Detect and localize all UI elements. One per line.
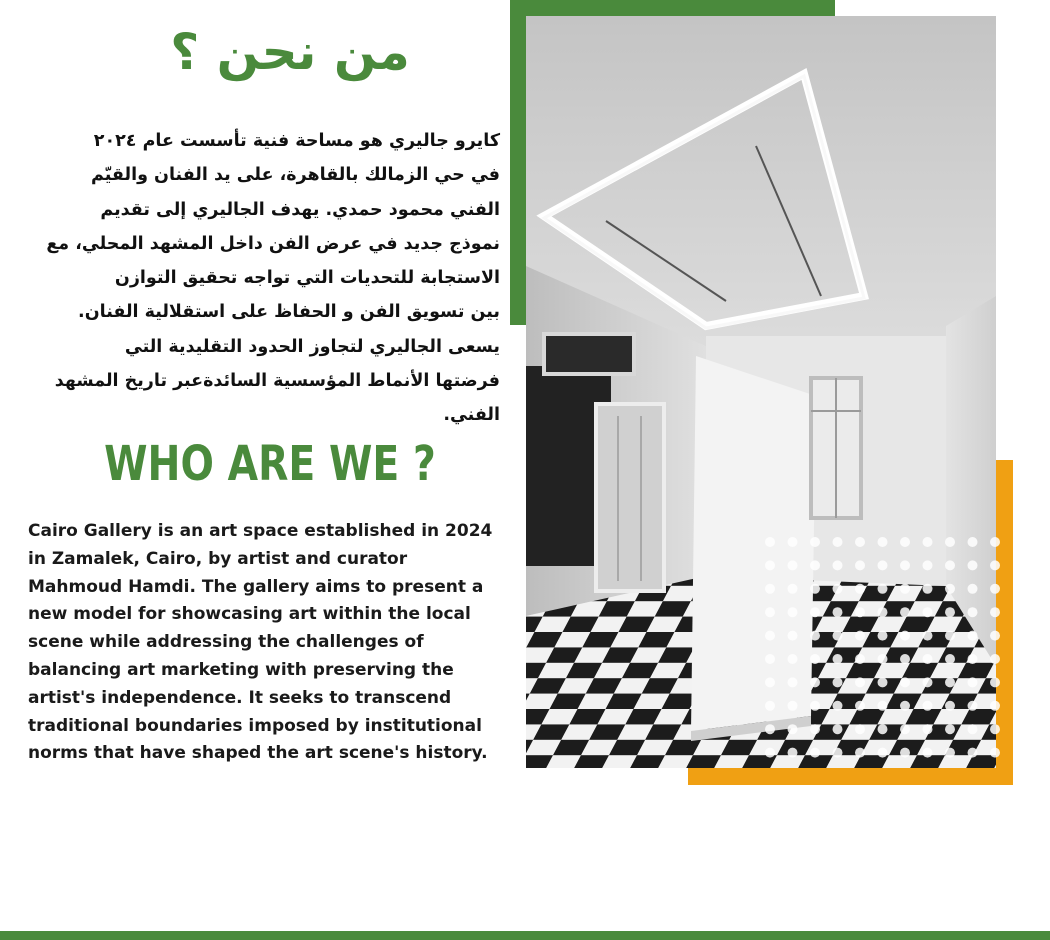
arabic-line: الفني. [443,405,500,426]
decorative-dot [810,607,820,617]
decorative-dot [765,631,775,641]
english-title: WHO ARE WE ? [104,436,436,492]
decorative-dot [855,584,865,594]
decorative-dot [968,701,978,711]
decorative-dot [833,584,843,594]
decorative-dot [968,748,978,758]
english-line: Mahmoud Hamdi. The gallery aims to present a [28,576,484,597]
decorative-dot [833,631,843,641]
decorative-dot [788,654,798,664]
decorative-dot [765,701,775,711]
decorative-dot [855,677,865,687]
decorative-dot [968,677,978,687]
decorative-dot [855,607,865,617]
english-line: in Zamalek, Cairo, by artist and curator [28,548,408,569]
decorative-dot [810,724,820,734]
english-line: new model for showcasing art within the local [28,604,471,625]
decorative-dot [765,748,775,758]
decorative-dot [878,560,888,570]
decorative-dot [990,631,1000,641]
decorative-dot [833,677,843,687]
arabic-paragraph [40,124,500,433]
arabic-line: بين تسويق الفن و الحفاظ على استقلالية الفنان. [78,302,500,323]
decorative-dot [923,677,933,687]
bottom-green-bar [0,931,1050,940]
arabic-title: من نحن ؟ [170,23,410,81]
decorative-dot [968,607,978,617]
decorative-dot [990,748,1000,758]
decorative-dot [968,654,978,664]
decorative-dot [900,654,910,664]
decorative-dot [788,748,798,758]
decorative-dot [900,748,910,758]
decorative-dot [788,701,798,711]
decorative-dot [990,654,1000,664]
decorative-dot [945,560,955,570]
decorative-dot [788,631,798,641]
decorative-dot [900,701,910,711]
decorative-dot [878,748,888,758]
decorative-dot [765,537,775,547]
decorative-dot [945,584,955,594]
decorative-dot [833,724,843,734]
decorative-dot [788,537,798,547]
arabic-line: في حي الزمالك بالقاهرة، على يد الفنان والقيّم [91,165,500,186]
decorative-dot [788,584,798,594]
decorative-dot [923,701,933,711]
arabic-line: يسعى الجاليري لتجاوز الحدود التقليدية التي [124,336,500,357]
decorative-dot [945,654,955,664]
english-line: norms that have shaped the art scene's history. [28,743,488,764]
decorative-dot [923,654,933,664]
decorative-dot [788,677,798,687]
decorative-dot [923,537,933,547]
decorative-dot [923,560,933,570]
decorative-dot [765,607,775,617]
decorative-dot [923,724,933,734]
decorative-dot [923,607,933,617]
decorative-dot [968,537,978,547]
english-line: scene while addressing the challenges of [28,632,424,653]
decorative-dot [945,724,955,734]
decorative-dot [765,654,775,664]
decorative-dot [945,607,955,617]
decorative-dot [810,701,820,711]
decorative-dot [923,584,933,594]
decorative-dot [900,537,910,547]
decorative-dot [833,654,843,664]
decorative-dot [810,631,820,641]
english-line: balancing art marketing with preserving the [28,659,454,680]
decorative-dot [968,560,978,570]
decorative-dot [900,677,910,687]
decorative-dot [878,677,888,687]
decorative-dot [810,560,820,570]
decorative-dot [900,584,910,594]
decorative-dot [810,654,820,664]
decorative-dot [855,631,865,641]
decorative-dot [923,748,933,758]
decorative-dot [810,748,820,758]
decorative-dot [878,654,888,664]
decorative-dot [990,724,1000,734]
decorative-dot [968,631,978,641]
decorative-dot [945,748,955,758]
decorative-dot [855,748,865,758]
english-line: traditional boundaries imposed by institutional [28,715,482,736]
decorative-dot [990,537,1000,547]
decorative-dot [810,584,820,594]
decorative-dot [923,631,933,641]
english-line: Cairo Gallery is an art space established in 2024 [28,521,493,541]
decorative-dot [765,584,775,594]
decorative-dot [833,607,843,617]
decorative-dot [833,701,843,711]
decorative-dot [968,584,978,594]
decorative-dot [878,724,888,734]
decorative-dot [878,537,888,547]
decorative-dot [855,537,865,547]
arabic-line: فرضتها الأنماط المؤسسية السائدةعبر تاريخ المشهد [54,371,500,392]
decorative-dot [833,748,843,758]
arabic-line: الفني محمود حمدي. يهدف الجاليري إلى تقديم [100,199,500,220]
decorative-dot [945,537,955,547]
decorative-dot [878,584,888,594]
decorative-dot [833,537,843,547]
arabic-line: الاستجابة للتحديات التي تواجه تحقيق التوازن [114,268,500,289]
arabic-line: كايرو جاليري هو مساحة فنية تأسست عام ٢٠٢٤ [93,131,500,151]
decorative-dot [945,701,955,711]
decorative-dot [968,724,978,734]
decorative-dot [765,724,775,734]
decorative-dot [900,631,910,641]
decorative-dot [788,560,798,570]
decorative-dot [945,677,955,687]
decorative-dot [878,701,888,711]
decorative-dot [900,724,910,734]
decorative-dot [945,631,955,641]
arabic-line: نموذج جديد في عرض الفن داخل المشهد المحلي، مع [46,233,500,254]
decorative-dot [990,607,1000,617]
decorative-dot [855,654,865,664]
decorative-dot [855,724,865,734]
decorative-dot [878,607,888,617]
dot-pattern-decoration [762,536,1002,761]
decorative-dot [855,701,865,711]
decorative-dot [990,701,1000,711]
decorative-dot [855,560,865,570]
decorative-dot [900,607,910,617]
decorative-dot [788,724,798,734]
decorative-dot [990,584,1000,594]
decorative-dot [990,560,1000,570]
english-line: artist's independence. It seeks to transcend [28,687,452,708]
decorative-dot [878,631,888,641]
decorative-dot [788,607,798,617]
decorative-dot [833,560,843,570]
decorative-dot [810,537,820,547]
decorative-dot [765,560,775,570]
decorative-dot [810,677,820,687]
decorative-dot [900,560,910,570]
decorative-dot [765,677,775,687]
english-paragraph [28,518,508,768]
decorative-dot [990,677,1000,687]
